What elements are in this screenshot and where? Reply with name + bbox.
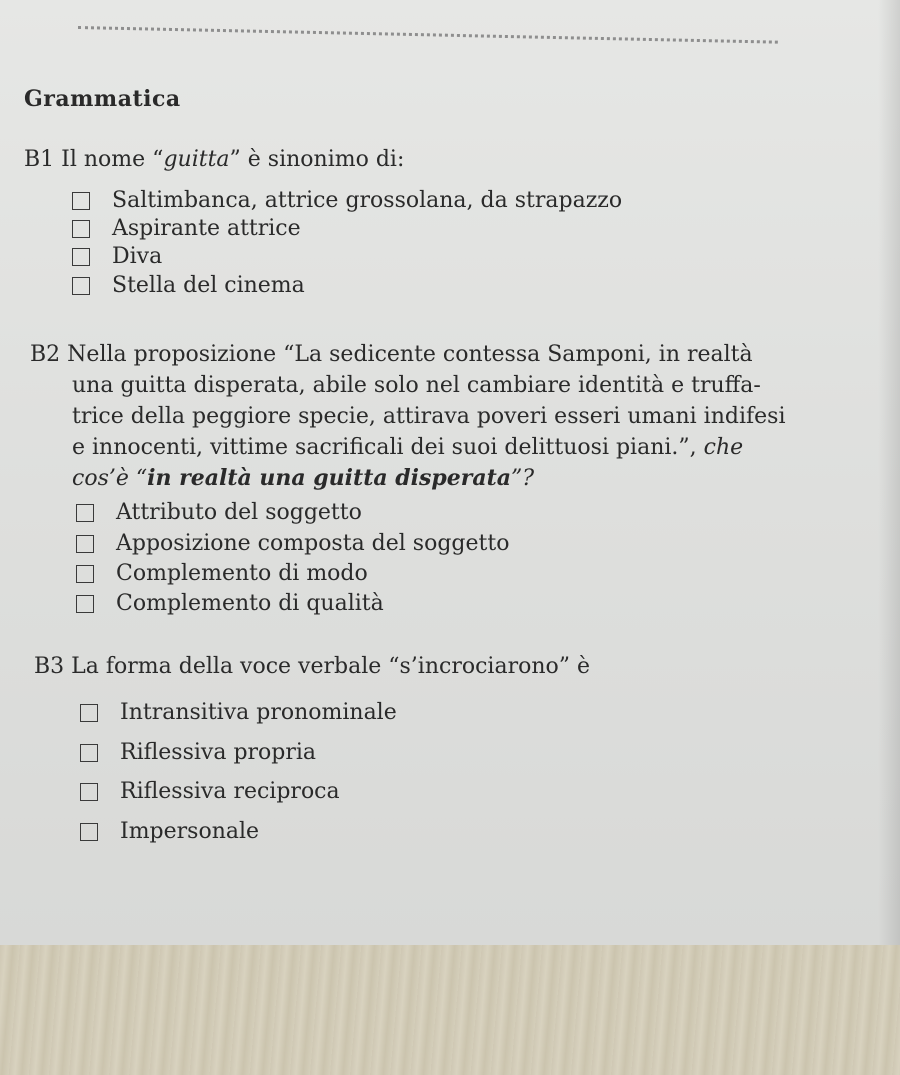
option-label: Aspirante attrice <box>112 216 301 241</box>
table-surface <box>0 945 900 1075</box>
option-b2-3[interactable] <box>76 561 368 586</box>
checkbox[interactable] <box>72 192 90 210</box>
question-line-4 <box>30 432 870 463</box>
checkbox[interactable] <box>80 823 98 841</box>
question-italic: che <box>703 435 744 460</box>
option-b3-2[interactable] <box>80 740 316 765</box>
option-label: Attributo del soggetto <box>116 500 362 525</box>
checkbox[interactable] <box>80 783 98 801</box>
checkbox[interactable] <box>72 220 90 238</box>
option-b3-3[interactable] <box>80 779 340 804</box>
checkbox[interactable] <box>80 744 98 762</box>
question-text-end: ” è sinonimo di: <box>229 147 405 172</box>
option-label: Saltimbanca, attrice grossolana, da strapazzo <box>112 188 623 213</box>
option-b3-1[interactable] <box>80 700 397 725</box>
question-line: una guitta disperata, abile solo nel cambiare identità e truffa- <box>72 373 761 398</box>
checkbox[interactable] <box>76 504 94 522</box>
question-b2 <box>30 339 870 494</box>
option-label: Diva <box>112 244 163 269</box>
checkbox[interactable] <box>76 565 94 583</box>
checkbox[interactable] <box>72 248 90 266</box>
dotted-answer-line <box>78 26 778 44</box>
question-line: trice della peggiore specie, attirava poveri esseri umani indifesi <box>72 404 786 429</box>
question-line: Nella proposizione “La sedicente contessa Samponi, in realtà <box>67 342 753 367</box>
checkbox[interactable] <box>80 704 98 722</box>
option-b1-4[interactable] <box>72 273 305 298</box>
option-b3-4[interactable] <box>80 819 259 844</box>
question-text-start: Il nome “ <box>61 147 164 172</box>
question-quoted-phrase: in realtà una guitta disperata <box>147 465 512 491</box>
option-label: Intransitiva pronominale <box>120 700 397 725</box>
option-b1-1[interactable] <box>72 188 622 213</box>
question-number: B3 <box>34 654 65 679</box>
question-line-5 <box>30 463 870 494</box>
option-label: Complemento di modo <box>116 561 368 586</box>
option-b2-2[interactable] <box>76 531 509 556</box>
question-italic: cos’è “ <box>72 466 148 491</box>
checkbox[interactable] <box>72 277 90 295</box>
question-number: B2 <box>30 342 61 367</box>
option-b2-1[interactable] <box>76 500 362 525</box>
question-italic: ”? <box>511 466 535 491</box>
option-label: Impersonale <box>120 819 260 844</box>
checkbox[interactable] <box>76 595 94 613</box>
question-b3 <box>34 651 590 682</box>
question-b1 <box>24 144 404 175</box>
section-title: Grammatica <box>24 86 181 112</box>
question-number: B1 <box>24 147 55 172</box>
option-b2-4[interactable] <box>76 591 384 616</box>
checkbox[interactable] <box>76 535 94 553</box>
question-line: e innocenti, vittime sacrificali dei suoi delittuosi piani.”, <box>72 435 697 460</box>
question-text: La forma della voce verbale “s’incrociarono” è <box>71 654 590 679</box>
option-label: Apposizione composta del soggetto <box>116 531 510 556</box>
option-label: Stella del cinema <box>112 273 305 298</box>
question-keyword: guitta <box>163 147 230 172</box>
option-b1-2[interactable] <box>72 216 301 241</box>
option-label: Riflessiva propria <box>120 740 317 765</box>
option-label: Complemento di qualità <box>116 591 384 616</box>
option-b1-3[interactable] <box>72 244 162 269</box>
option-label: Riflessiva reciproca <box>120 779 340 804</box>
